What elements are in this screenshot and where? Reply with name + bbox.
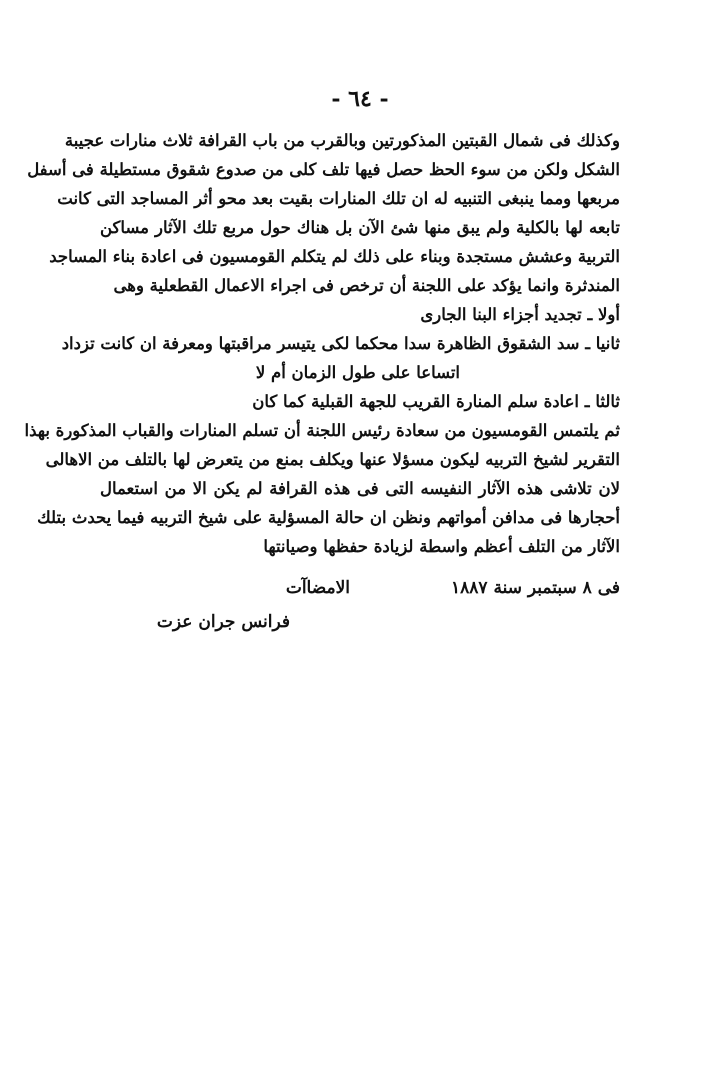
list-item-third: ثالثا ـ اعادة سلم المنارة القريب للجهة القبلية كما كان bbox=[252, 392, 620, 411]
signatures-label: الامضاآت bbox=[285, 578, 350, 598]
paragraph-line: المندثرة وانما يؤكد على اللجنة أن ترخص فى اجراء الاعمال القطعلية وهى bbox=[113, 276, 620, 295]
paragraph-line: الآثار من التلف أعظم واسطة لزيادة حفظها وصيانتها bbox=[263, 537, 620, 556]
paragraph-line: تابعه لها بالكلية ولم يبق منها شئ الآن بل هناك حول مربع تلك الآثار مساكن bbox=[100, 218, 620, 237]
paragraph-line: التقرير لشيخ التربيه ليكون مسؤلا عنها ويكلف بمنع من يتعرض لها بالتلف من الاهالى bbox=[45, 450, 620, 469]
paragraph-line: ثم يلتمس القومسيون من سعادة رئيس اللجنة أن تسلم المنارات والقباب المذكورة بهذا bbox=[24, 421, 620, 440]
page-number: - ٦٤ - bbox=[331, 86, 389, 112]
document-body bbox=[24, 126, 620, 561]
paragraph-line: أحجارها فى مدافن أمواتهم ونظن ان حالة المسؤلية على شيخ التربيه فيما يحدث بتلك bbox=[37, 508, 620, 527]
date-signature-row bbox=[100, 578, 620, 608]
paragraph-line: وكذلك فى شمال القبتين المذكورتين وبالقرب من باب القرافة ثلاث منارات عجيبة bbox=[64, 131, 620, 150]
paragraph-line: لان تلاشى هذه الآثار النفيسه التى فى هذه القرافة لم يكن الا من استعمال bbox=[100, 479, 620, 498]
paragraph-line: التربية وعشش مستجدة وبناء على ذلك لم يتكلم القومسيون فى اعادة بناء المساجد bbox=[49, 247, 620, 266]
list-item-second-continuation: اتساعا على طول الزمان أم لا bbox=[255, 363, 460, 382]
paragraph-line: الشكل ولكن من سوء الحظ حصل فيها تلف كلى من صدوع شقوق مستطيلة فى أسفل bbox=[27, 160, 620, 179]
signatory-name: فرانس جران عزت bbox=[156, 612, 290, 632]
list-item-second: ثانيا ـ سد الشقوق الظاهرة سدا محكما لكى يتيسر مراقبتها ومعرفة ان كانت تزداد bbox=[61, 334, 620, 353]
paragraph-line: مربعها ومما ينبغى التنبيه له ان تلك المنارات بقيت بعد محو أثر المساجد التى كانت bbox=[57, 189, 620, 208]
document-date: فى ٨ سبتمبر سنة ١٨٨٧ bbox=[451, 578, 620, 598]
list-item-first: أولا ـ تجديد أجزاء البنا الجارى bbox=[420, 305, 620, 324]
